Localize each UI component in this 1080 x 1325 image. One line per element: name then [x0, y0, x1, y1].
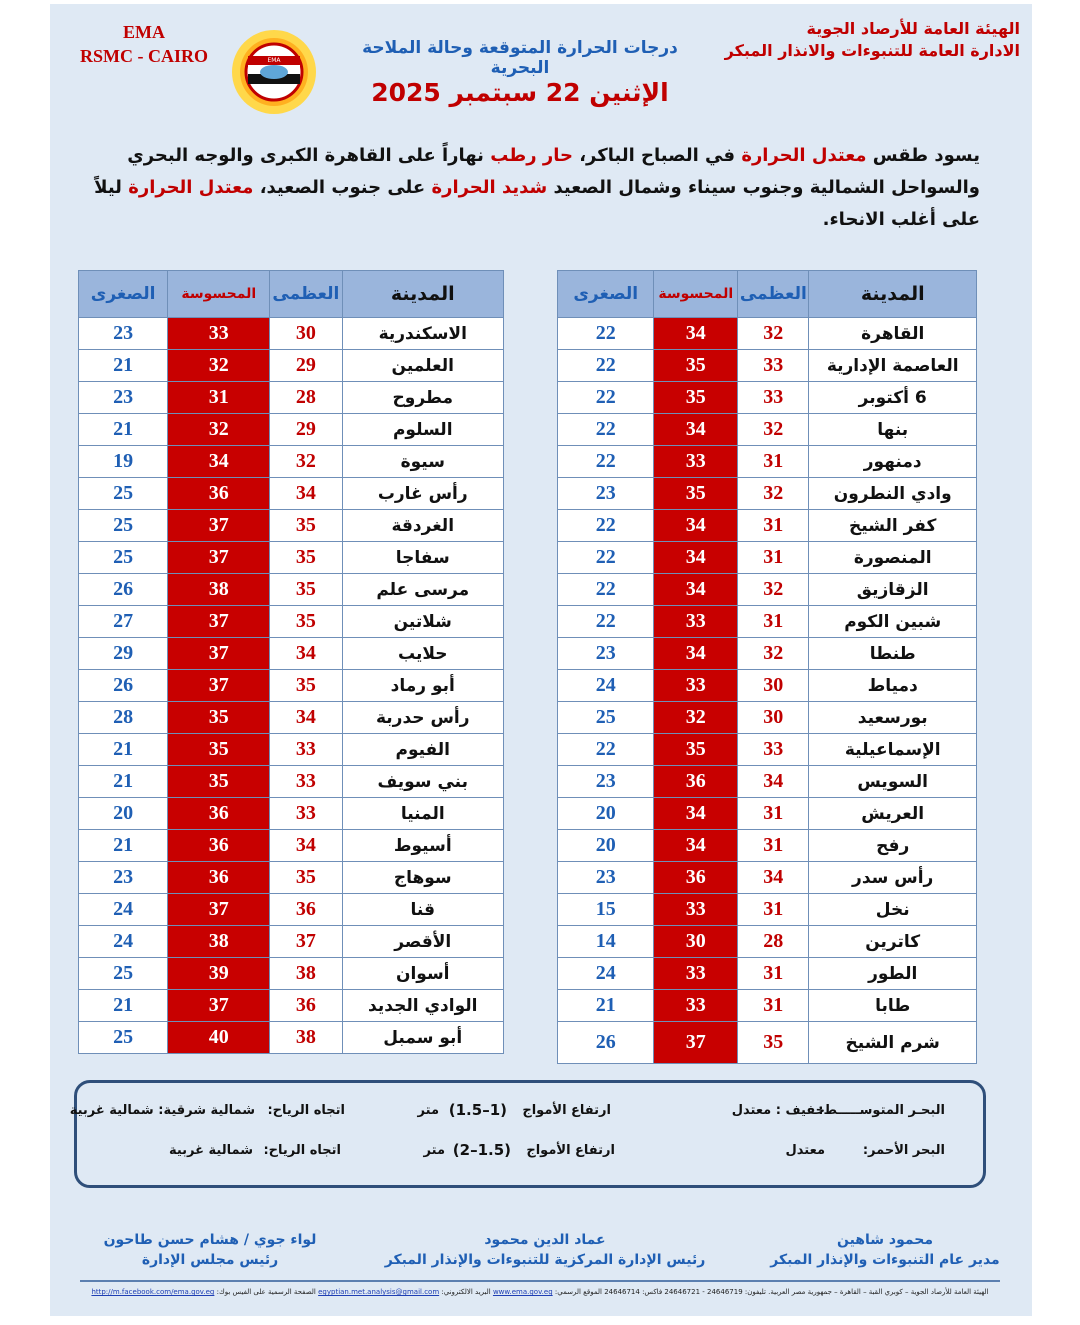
max-temp-cell: 31 [738, 606, 809, 638]
table-row [558, 574, 977, 606]
red-waves-label: ارتفاع الأمواج [526, 1143, 615, 1158]
city-cell: 6 أكتوبر [809, 382, 977, 414]
max-temp-cell: 29 [270, 414, 342, 446]
max-temp-cell: 34 [270, 702, 342, 734]
table-row [79, 990, 504, 1022]
min-temp-cell: 21 [558, 990, 654, 1022]
min-temp-cell: 23 [79, 862, 168, 894]
table-row [79, 638, 504, 670]
col-header-min: الصغرى [79, 271, 168, 318]
feels-like-cell: 38 [168, 926, 270, 958]
city-cell: العريش [809, 798, 977, 830]
feels-like-cell: 37 [168, 894, 270, 926]
feels-like-cell: 37 [654, 1022, 738, 1064]
sea-conditions-box [69, 1080, 986, 1188]
table-row [79, 446, 504, 478]
min-temp-cell: 19 [79, 446, 168, 478]
min-temp-cell: 22 [558, 606, 654, 638]
city-cell: شبين الكوم [809, 606, 977, 638]
max-temp-cell: 31 [738, 510, 809, 542]
min-temp-cell: 26 [79, 574, 168, 606]
rsmc-label: RSMC - CAIRO [80, 46, 208, 66]
signature-name: محمود شاهين [836, 1232, 934, 1248]
table-row [558, 510, 977, 542]
max-temp-cell: 33 [738, 734, 809, 766]
table-row [79, 606, 504, 638]
feels-like-cell: 34 [654, 574, 738, 606]
city-cell: الأقصر [342, 926, 504, 958]
feels-like-cell: 34 [654, 510, 738, 542]
med-waves-label: ارتفاع الأمواج [522, 1103, 611, 1118]
city-cell: دمنهور [809, 446, 977, 478]
med-sea-label: البحـر المتوســـــط: [818, 1103, 945, 1118]
min-temp-cell: 29 [79, 638, 168, 670]
feels-like-cell: 34 [654, 318, 738, 350]
feels-like-cell: 33 [654, 670, 738, 702]
city-cell: أسوان [342, 958, 504, 990]
max-temp-cell: 38 [270, 1022, 342, 1054]
med-waves-unit: متر [417, 1103, 439, 1118]
city-cell: الطور [809, 958, 977, 990]
min-temp-cell: 15 [558, 894, 654, 926]
med-wind-label: اتجاه الرياح: [267, 1103, 345, 1118]
table-row [79, 478, 504, 510]
table-row [558, 1022, 977, 1064]
table-row [79, 670, 504, 702]
city-cell: بنها [809, 414, 977, 446]
feels-like-cell: 37 [168, 542, 270, 574]
max-temp-cell: 28 [738, 926, 809, 958]
min-temp-cell: 22 [558, 574, 654, 606]
feels-like-cell: 33 [654, 958, 738, 990]
red-waves-value: (1.5–2) [452, 1141, 511, 1159]
city-cell: أبو سمبل [342, 1022, 504, 1054]
city-cell: الإسماعيلية [809, 734, 977, 766]
table-row [558, 894, 977, 926]
feels-like-cell: 37 [168, 638, 270, 670]
max-temp-cell: 33 [738, 382, 809, 414]
city-cell: كفر الشيخ [809, 510, 977, 542]
red-sea-label: البحر الأحمر: [862, 1143, 945, 1158]
city-cell: سيوة [342, 446, 504, 478]
table-row [558, 638, 977, 670]
feels-like-cell: 34 [654, 638, 738, 670]
table-row [558, 766, 977, 798]
table-row [558, 958, 977, 990]
min-temp-cell: 26 [79, 670, 168, 702]
table-row [79, 734, 504, 766]
min-temp-cell: 24 [79, 926, 168, 958]
table-row [79, 894, 504, 926]
table-row [558, 478, 977, 510]
city-cell: نخل [809, 894, 977, 926]
city-cell: شلاتين [342, 606, 504, 638]
footer-divider [80, 1280, 1000, 1282]
city-cell: أبو رماد [342, 670, 504, 702]
max-temp-cell: 34 [270, 830, 342, 862]
min-temp-cell: 21 [79, 734, 168, 766]
feels-like-cell: 39 [168, 958, 270, 990]
table-row [558, 830, 977, 862]
min-temp-cell: 21 [79, 350, 168, 382]
table-row [558, 734, 977, 766]
page-title: درجات الحرارة المتوقعة وحالة الملاحة البحرية [362, 38, 678, 78]
max-temp-cell: 31 [738, 894, 809, 926]
min-temp-cell: 14 [558, 926, 654, 958]
city-cell: الغردقة [342, 510, 504, 542]
forecast-highlight: معتدل الحرارة [128, 177, 254, 198]
signature-role: رئيس مجلس الإدارة [141, 1252, 279, 1268]
feels-like-cell: 33 [654, 990, 738, 1022]
min-temp-cell: 20 [79, 798, 168, 830]
min-temp-cell: 22 [558, 510, 654, 542]
ema-label: EMA [123, 22, 165, 42]
feels-like-cell: 33 [168, 318, 270, 350]
feels-like-cell: 36 [168, 798, 270, 830]
max-temp-cell: 35 [270, 670, 342, 702]
col-header-city: المدينة [809, 271, 977, 318]
signature-director [750, 1230, 1020, 1270]
col-header-min: الصغرى [558, 271, 654, 318]
feels-like-cell: 37 [168, 990, 270, 1022]
forecast-highlight: شديد الحرارة [431, 177, 548, 198]
table-row [79, 1022, 504, 1054]
min-temp-cell: 25 [79, 958, 168, 990]
city-cell: السلوم [342, 414, 504, 446]
feels-like-cell: 35 [654, 734, 738, 766]
table-row [79, 382, 504, 414]
city-cell: قنا [342, 894, 504, 926]
min-temp-cell: 21 [79, 830, 168, 862]
forecast-paragraph [78, 140, 980, 236]
feels-like-cell: 35 [654, 382, 738, 414]
max-temp-cell: 35 [270, 862, 342, 894]
max-temp-cell: 35 [270, 510, 342, 542]
table-row [79, 574, 504, 606]
table-row [79, 318, 504, 350]
feels-like-cell: 35 [168, 766, 270, 798]
table-row [79, 766, 504, 798]
col-header-city: المدينة [342, 271, 504, 318]
min-temp-cell: 25 [558, 702, 654, 734]
min-temp-cell: 22 [558, 350, 654, 382]
feels-like-cell: 37 [168, 606, 270, 638]
city-cell: رأس حدربة [342, 702, 504, 734]
city-cell: العلمين [342, 350, 504, 382]
max-temp-cell: 29 [270, 350, 342, 382]
feels-like-cell: 40 [168, 1022, 270, 1054]
max-temp-cell: 30 [738, 702, 809, 734]
max-temp-cell: 32 [738, 574, 809, 606]
max-temp-cell: 31 [738, 990, 809, 1022]
min-temp-cell: 22 [558, 318, 654, 350]
max-temp-cell: 32 [270, 446, 342, 478]
table-row [558, 414, 977, 446]
feels-like-cell: 32 [654, 702, 738, 734]
feels-like-cell: 34 [168, 446, 270, 478]
max-temp-cell: 38 [270, 958, 342, 990]
min-temp-cell: 28 [79, 702, 168, 734]
feels-like-cell: 37 [168, 510, 270, 542]
feels-like-cell: 36 [654, 766, 738, 798]
footer-email-label: البريد الالكتروني: [441, 1288, 491, 1296]
max-temp-cell: 30 [738, 670, 809, 702]
max-temp-cell: 35 [270, 542, 342, 574]
min-temp-cell: 24 [558, 670, 654, 702]
red-wind-label: اتجاه الرياح: [263, 1143, 341, 1158]
table-row [79, 926, 504, 958]
min-temp-cell: 25 [79, 510, 168, 542]
max-temp-cell: 30 [270, 318, 342, 350]
city-cell: المنصورة [809, 542, 977, 574]
forecast-highlight: معتدل الحرارة [741, 145, 867, 166]
table-row [558, 670, 977, 702]
table-row [558, 606, 977, 638]
city-cell: العاصمة الإدارية [809, 350, 977, 382]
signature-central-director [360, 1230, 730, 1270]
city-cell: مطروح [342, 382, 504, 414]
max-temp-cell: 28 [270, 382, 342, 414]
red-wind-value: شمالية غربية [168, 1143, 253, 1158]
min-temp-cell: 25 [79, 1022, 168, 1054]
max-temp-cell: 32 [738, 414, 809, 446]
max-temp-cell: 31 [738, 830, 809, 862]
table-row [558, 350, 977, 382]
max-temp-cell: 32 [738, 478, 809, 510]
max-temp-cell: 31 [738, 798, 809, 830]
min-temp-cell: 25 [79, 542, 168, 574]
min-temp-cell: 24 [79, 894, 168, 926]
max-temp-cell: 33 [738, 350, 809, 382]
table-row [79, 350, 504, 382]
table-row [79, 542, 504, 574]
table-row [79, 958, 504, 990]
med-wind-value: شمالية شرقية: شمالية غربية [69, 1103, 255, 1118]
min-temp-cell: 23 [558, 862, 654, 894]
city-cell: الاسكندرية [342, 318, 504, 350]
max-temp-cell: 33 [270, 798, 342, 830]
footer-address: الهيئة العامة للأرصاد الجوية – كوبري القبة – القاهرة – جمهورية مصر العربية. تليفون: 24646719 - 24646721 فاكس: 24646714 الموقع الرسمي: [554, 1288, 989, 1296]
feels-like-cell: 35 [654, 350, 738, 382]
table-row [79, 414, 504, 446]
feels-like-cell: 36 [654, 862, 738, 894]
med-waves-value: (1–1.5) [448, 1101, 507, 1119]
min-temp-cell: 27 [79, 606, 168, 638]
city-cell: أسيوط [342, 830, 504, 862]
min-temp-cell: 23 [558, 766, 654, 798]
city-cell: سفاجا [342, 542, 504, 574]
table-row [558, 862, 977, 894]
red-waves-unit: متر [423, 1143, 445, 1158]
ema-rsmc-label [64, 20, 224, 68]
city-cell: القاهرة [809, 318, 977, 350]
feels-like-cell: 34 [654, 798, 738, 830]
feels-like-cell: 34 [654, 542, 738, 574]
min-temp-cell: 23 [79, 318, 168, 350]
min-temp-cell: 21 [79, 766, 168, 798]
city-cell: الفيوم [342, 734, 504, 766]
signature-role: رئيس الإدارة المركزية للتنبوءات والإنذار المبكر [384, 1252, 706, 1268]
feels-like-cell: 32 [168, 414, 270, 446]
footer-contact [80, 1288, 1000, 1296]
footer-facebook-label: الصفحة الرسمية على الفيس بوك: [216, 1288, 316, 1296]
signature-role: مدير عام التنبوءات والإنذار المبكر [770, 1252, 1000, 1268]
min-temp-cell: 21 [79, 990, 168, 1022]
forecast-text: ليلاً على أغلب الانحاء. [94, 177, 980, 230]
signature-name: عماد الدين محمود [484, 1232, 606, 1248]
max-temp-cell: 33 [270, 766, 342, 798]
col-header-feels: المحسوسة [168, 271, 270, 318]
organization-header [690, 18, 1020, 62]
max-temp-cell: 36 [270, 894, 342, 926]
col-header-max: العظمى [738, 271, 809, 318]
city-cell: وادي النطرون [809, 478, 977, 510]
website-link[interactable]: www.ema.gov.eg [492, 1288, 553, 1296]
city-cell: طنطا [809, 638, 977, 670]
table-row [558, 382, 977, 414]
table-row [558, 446, 977, 478]
max-temp-cell: 37 [270, 926, 342, 958]
city-cell: بورسعيد [809, 702, 977, 734]
max-temp-cell: 35 [270, 606, 342, 638]
feels-like-cell: 35 [654, 478, 738, 510]
min-temp-cell: 23 [558, 478, 654, 510]
max-temp-cell: 34 [270, 478, 342, 510]
min-temp-cell: 24 [558, 958, 654, 990]
forecast-highlight: حار رطب [490, 145, 573, 166]
table-row [558, 926, 977, 958]
min-temp-cell: 23 [558, 638, 654, 670]
table-row [79, 702, 504, 734]
max-temp-cell: 32 [738, 318, 809, 350]
table-row [79, 510, 504, 542]
city-cell: رفح [809, 830, 977, 862]
city-cell: طابا [809, 990, 977, 1022]
min-temp-cell: 22 [558, 542, 654, 574]
max-temp-cell: 32 [738, 638, 809, 670]
min-temp-cell: 22 [558, 382, 654, 414]
temperature-table-left [78, 270, 504, 1054]
forecast-text: نهاراً على القاهرة الكبرى والوجه البحري والسواحل الشمالية وجنوب سيناء وشمال الصعيد [127, 145, 980, 198]
city-cell: شرم الشيخ [809, 1022, 977, 1064]
email-link[interactable]: egyptian.met.analysis@gmail.com [318, 1288, 440, 1296]
feels-like-cell: 35 [168, 734, 270, 766]
feels-like-cell: 33 [654, 446, 738, 478]
min-temp-cell: 22 [558, 446, 654, 478]
city-cell: الزقازيق [809, 574, 977, 606]
facebook-link[interactable]: http://m.facebook.com/ema.gov.eg [91, 1288, 215, 1296]
table-header-row [558, 271, 977, 318]
city-cell: بني سويف [342, 766, 504, 798]
ema-logo-icon [230, 28, 318, 116]
table-header-row [79, 271, 504, 318]
table-row [558, 702, 977, 734]
feels-like-cell: 36 [168, 830, 270, 862]
feels-like-cell: 36 [168, 478, 270, 510]
feels-like-cell: 34 [654, 414, 738, 446]
table-row [558, 542, 977, 574]
feels-like-cell: 34 [654, 830, 738, 862]
max-temp-cell: 31 [738, 958, 809, 990]
red-sea-state: معتدل [785, 1143, 825, 1158]
max-temp-cell: 34 [738, 862, 809, 894]
feels-like-cell: 35 [168, 702, 270, 734]
city-cell: كاترين [809, 926, 977, 958]
med-sea-state: خفيف : معتدل [731, 1103, 825, 1118]
table-row [79, 798, 504, 830]
table-row [558, 990, 977, 1022]
table-row [558, 798, 977, 830]
min-temp-cell: 20 [558, 798, 654, 830]
city-cell: دمياط [809, 670, 977, 702]
min-temp-cell: 25 [79, 478, 168, 510]
min-temp-cell: 26 [558, 1022, 654, 1064]
forecast-text: على جنوب الصعيد، [253, 177, 432, 198]
feels-like-cell: 33 [654, 894, 738, 926]
city-cell: الوادي الجديد [342, 990, 504, 1022]
city-cell: سوهاج [342, 862, 504, 894]
bulletin-page [50, 4, 1032, 1316]
temperature-table-right [557, 270, 977, 1064]
max-temp-cell: 34 [270, 638, 342, 670]
city-cell: السويس [809, 766, 977, 798]
feels-like-cell: 32 [168, 350, 270, 382]
max-temp-cell: 31 [738, 446, 809, 478]
signature-chairman [70, 1230, 350, 1270]
min-temp-cell: 22 [558, 414, 654, 446]
forecast-date: الإثنين 22 سبتمبر 2025 [371, 78, 669, 107]
city-cell: مرسى علم [342, 574, 504, 606]
city-cell: رأس سدر [809, 862, 977, 894]
feels-like-cell: 37 [168, 670, 270, 702]
feels-like-cell: 36 [168, 862, 270, 894]
min-temp-cell: 22 [558, 734, 654, 766]
table-row [558, 318, 977, 350]
signature-name: لواء جوي / هشام حسن طاحون [103, 1232, 317, 1248]
feels-like-cell: 38 [168, 574, 270, 606]
col-header-max: العظمى [270, 271, 342, 318]
city-cell: المنيا [342, 798, 504, 830]
col-header-feels: المحسوسة [654, 271, 738, 318]
max-temp-cell: 33 [270, 734, 342, 766]
table-row [79, 830, 504, 862]
max-temp-cell: 35 [270, 574, 342, 606]
min-temp-cell: 20 [558, 830, 654, 862]
org-name: الهيئة العامة للأرصاد الجوية [806, 19, 1020, 38]
forecast-text: في الصباح الباكر، [572, 145, 742, 166]
max-temp-cell: 31 [738, 542, 809, 574]
table-row [79, 862, 504, 894]
org-department: الادارة العامة للتنبوءات والانذار المبكر [724, 41, 1020, 60]
feels-like-cell: 33 [654, 606, 738, 638]
max-temp-cell: 36 [270, 990, 342, 1022]
city-cell: حلايب [342, 638, 504, 670]
min-temp-cell: 21 [79, 414, 168, 446]
feels-like-cell: 31 [168, 382, 270, 414]
feels-like-cell: 30 [654, 926, 738, 958]
forecast-text: يسود طقس [866, 145, 980, 166]
svg-text:EMA: EMA [267, 57, 281, 64]
city-cell: رأس غارب [342, 478, 504, 510]
max-temp-cell: 35 [738, 1022, 809, 1064]
max-temp-cell: 34 [738, 766, 809, 798]
min-temp-cell: 23 [79, 382, 168, 414]
